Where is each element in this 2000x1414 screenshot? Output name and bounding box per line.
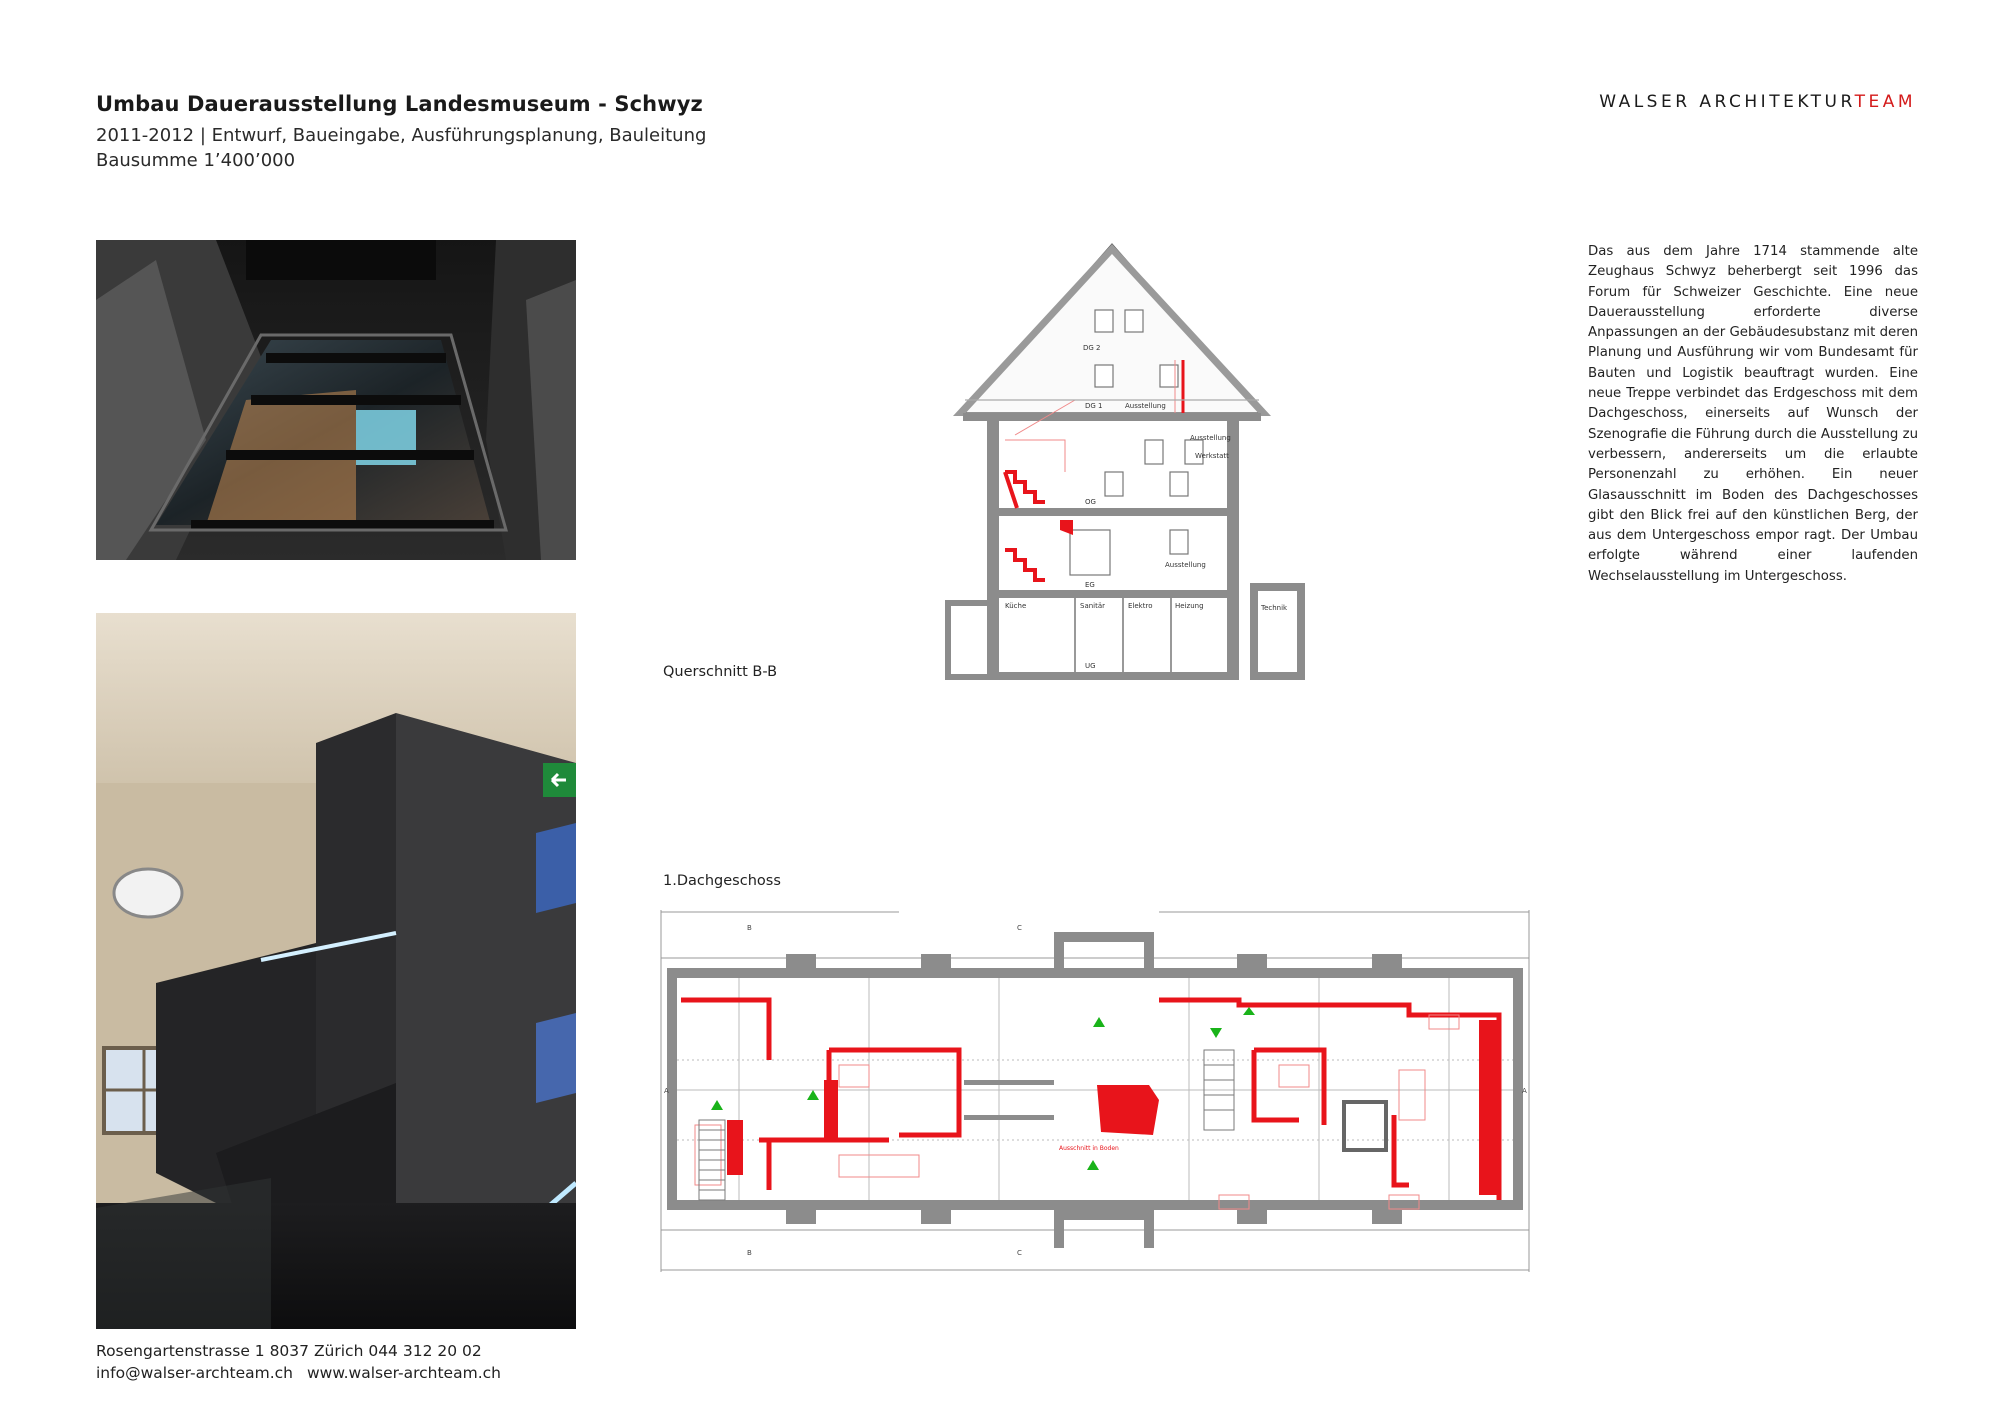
section-label-dg1: DG 1 (1085, 402, 1103, 410)
section-label-kueche: Küche (1005, 602, 1027, 610)
section-label-sanitaer: Sanitär (1080, 602, 1106, 610)
section-label-ausstellung-eg: Ausstellung (1165, 561, 1206, 569)
brand-name: WALSER ARCHITEKTUR (1599, 92, 1855, 112)
plan-axis-b-bottom: B (747, 1249, 752, 1257)
project-description: Das aus dem Jahre 1714 stammende alte Zeughaus Schwyz beherbergt seit 1996 das Forum für Schweizer Geschichte. Eine neue Dauerausstellung erforderte diverse Anpassungen an der Gebäudesubstanz mit deren Planung und Ausführung wir vom Bundesamt für Bauten und Logistik beauftragt wurden. Eine neue Treppe verbindet das Erdgeschoss mit dem Dachgeschoss, einerseits auf Wunsch der Szenografie die Führung durch die Ausstellung zu verbessern, andererseits um die erlaubte Personenzahl zu erhöhen. Ein neuer Glasausschnitt im Boden des Dachgeschosses gibt den Blick frei auf den künstlichen Berg, der aus dem Untergeschoss empor ragt. Der Umbau erfolgte während einer laufenden Wechselausstellung im Untergeschoss. (1588, 244, 1918, 584)
section-label-technik: Technik (1261, 604, 1288, 612)
section-label-ausstellung-dg1: Ausstellung (1125, 402, 1166, 410)
section-label-werkstatt: Werkstatt (1195, 452, 1229, 460)
section-drawing (945, 240, 1325, 685)
section-label-eg: EG (1085, 581, 1095, 589)
plan-glass-note: Ausschnitt in Boden (1059, 1145, 1119, 1152)
photo-glass-floor (96, 240, 576, 560)
contact-website[interactable]: www.walser-archteam.ch (307, 1364, 501, 1382)
contact-links (96, 1364, 501, 1382)
contact-email[interactable]: info@walser-archteam.ch (96, 1364, 293, 1382)
brand-logo (1599, 92, 1916, 112)
project-period-services: 2011-2012 | Entwurf, Baueingabe, Ausführungsplanung, Bauleitung (96, 125, 707, 146)
section-label-elektro: Elektro (1128, 602, 1153, 610)
section-label-ug: UG (1085, 662, 1096, 670)
photo-staircase (96, 613, 576, 1329)
caption-plan: 1.Dachgeschoss (663, 873, 781, 889)
section-label-ausstellung-og: Ausstellung (1190, 434, 1231, 442)
section-label-og: OG (1085, 498, 1096, 506)
contact-address: Rosengartenstrasse 1 8037 Zürich 044 312 20 02 (96, 1342, 482, 1360)
plan-axis-a-right: A (1522, 1087, 1527, 1095)
section-label-heizung: Heizung (1175, 602, 1204, 610)
plan-axis-c-top: C (1017, 924, 1022, 932)
section-label-dg2: DG 2 (1083, 344, 1101, 352)
floor-plan (659, 910, 1531, 1272)
project-title: Umbau Dauerausstellung Landesmuseum - Schwyz (96, 92, 703, 116)
plan-axis-a-left: A (664, 1087, 669, 1095)
plan-axis-c-bottom: C (1017, 1249, 1022, 1257)
caption-section: Querschnitt B-B (663, 664, 778, 680)
brand-accent: TEAM (1854, 92, 1916, 112)
project-budget: Bausumme 1’400’000 (96, 150, 296, 171)
plan-axis-b-top: B (747, 924, 752, 932)
